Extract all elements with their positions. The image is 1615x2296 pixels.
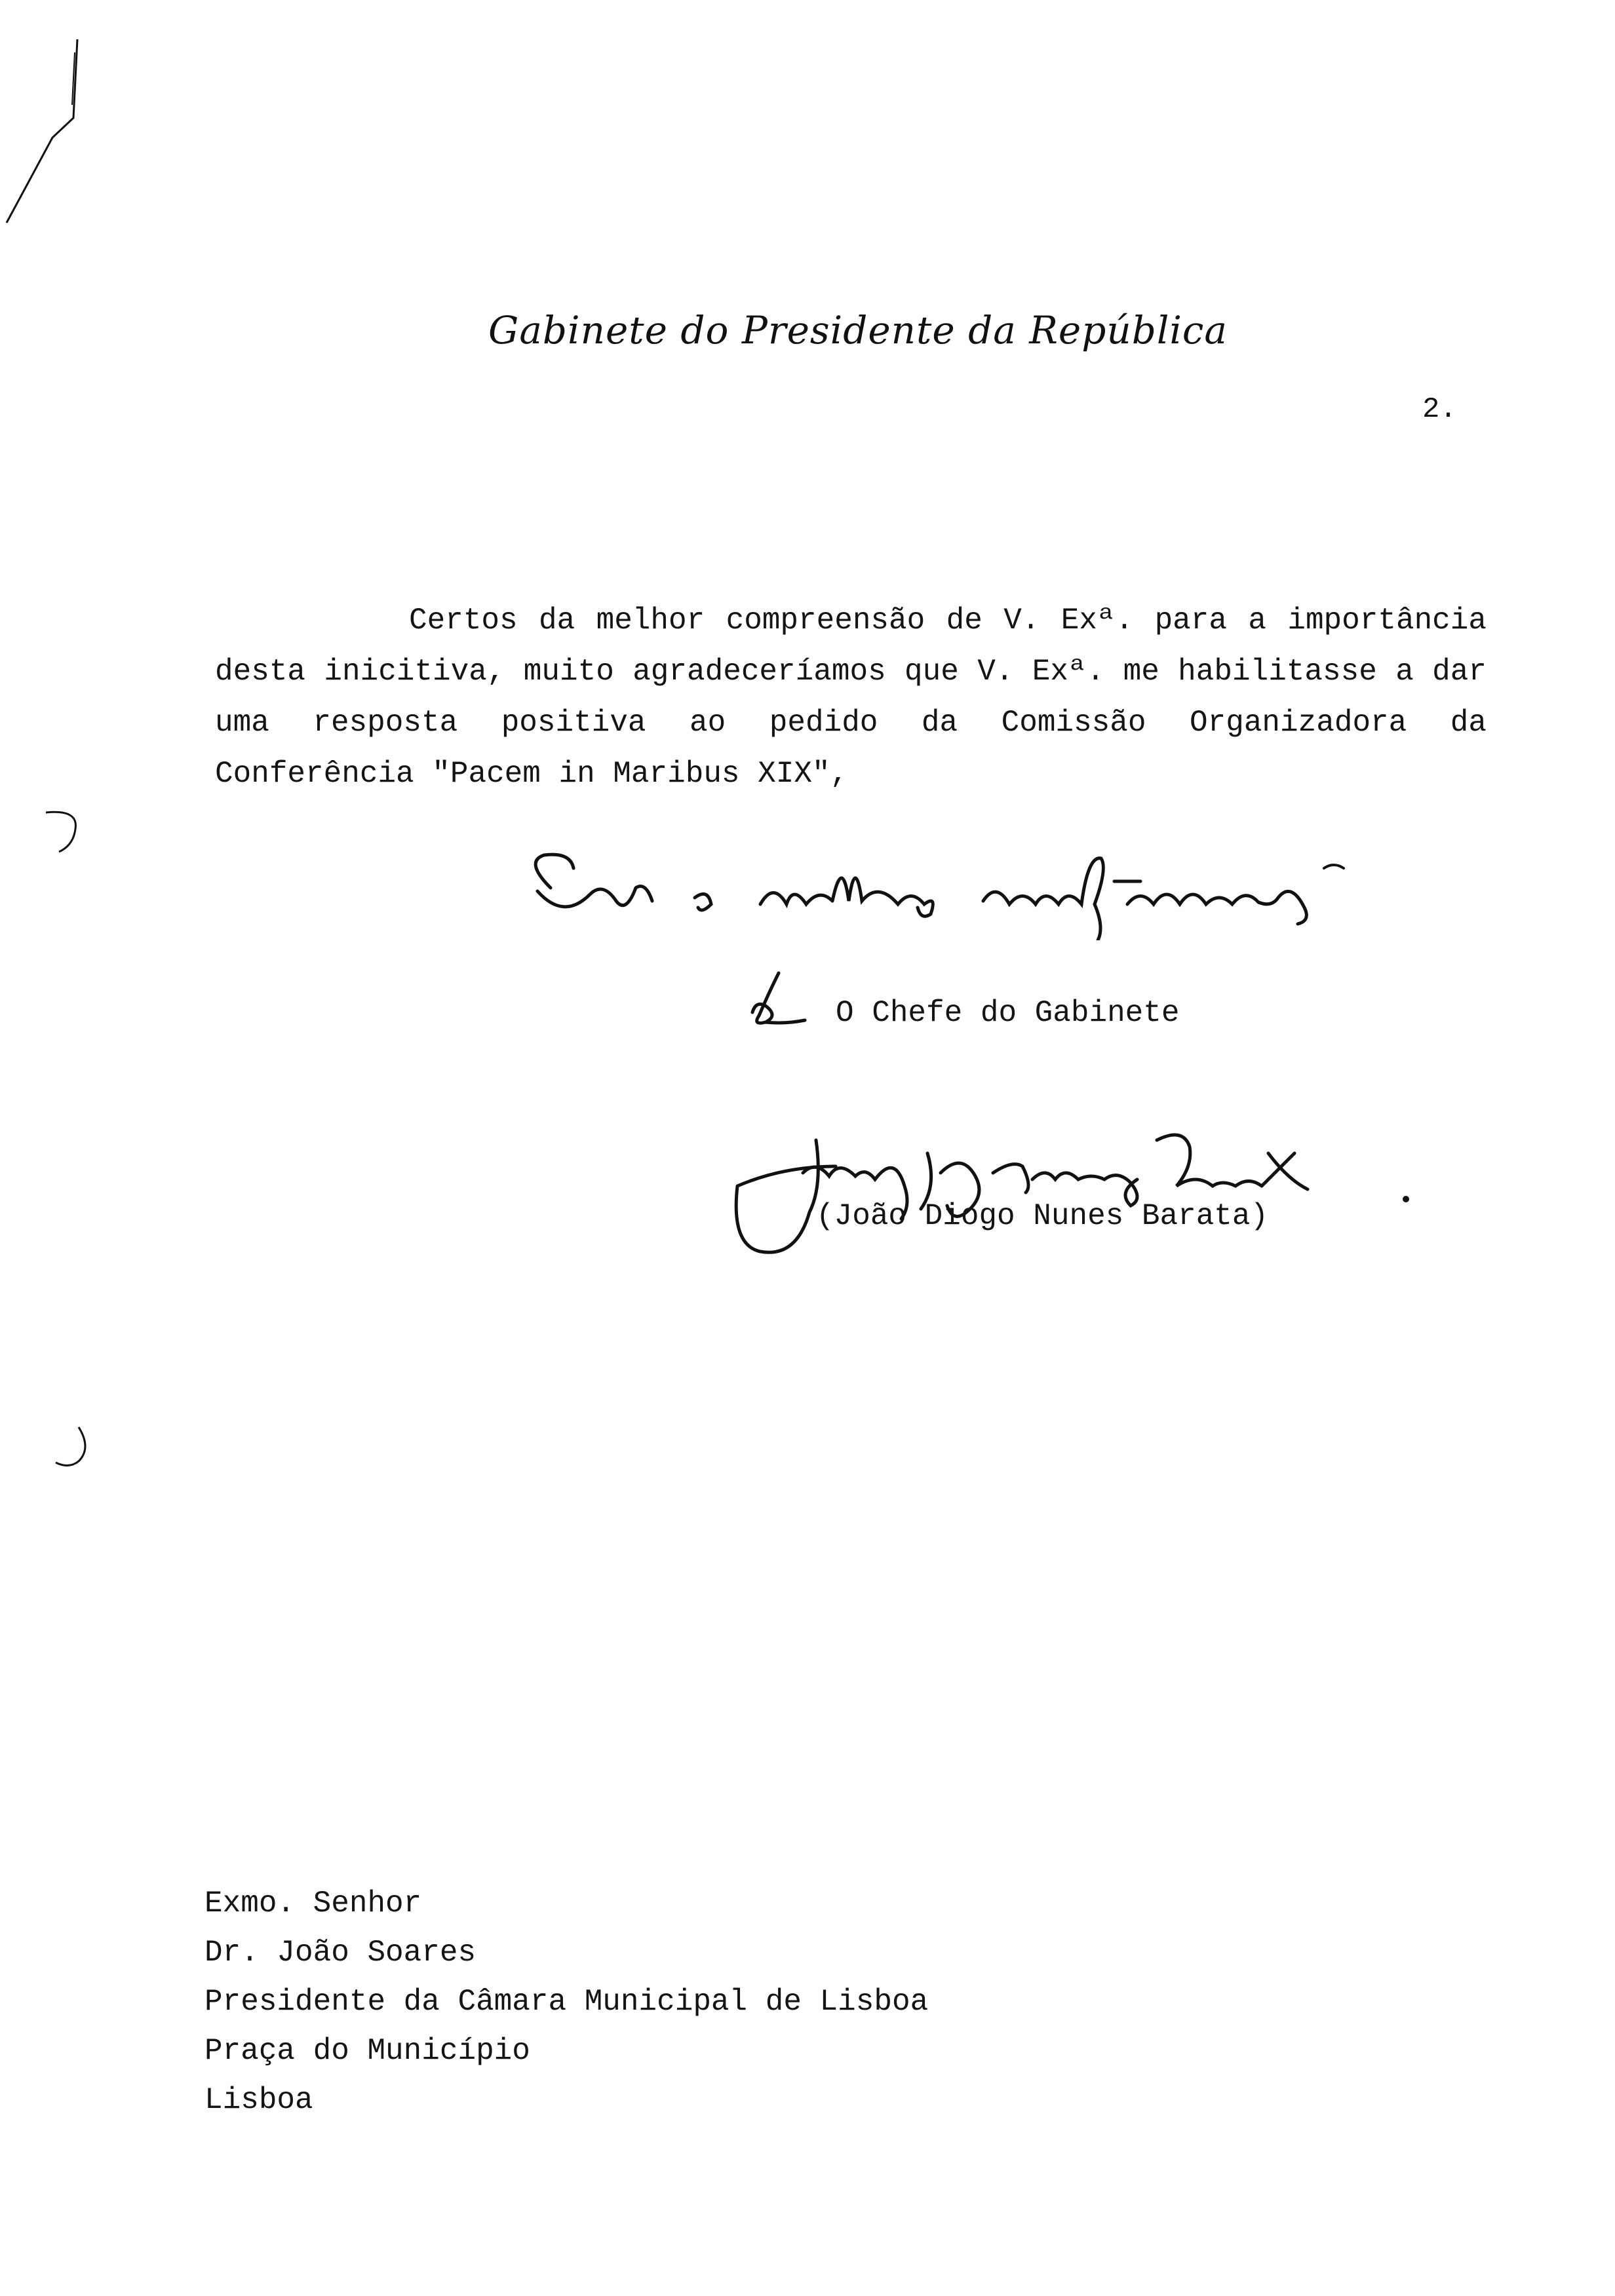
margin-stroke-mark [0, 26, 92, 236]
address-line: Dr. João Soares [204, 1936, 477, 1970]
address-line: Lisboa [204, 2083, 313, 2117]
address-line: Praça do Município [204, 2034, 530, 2068]
letterhead-title: Gabinete do Presidente da República [488, 308, 1228, 353]
margin-bracket-mark [39, 806, 92, 858]
margin-bracket-mark-2 [46, 1422, 98, 1474]
page-number: 2. [1422, 393, 1457, 426]
signature-mark [724, 1114, 1432, 1265]
address-line: Presidente da Câmara Municipal de Lisboa [204, 1985, 929, 2019]
handwritten-closing [511, 842, 1455, 940]
handwritten-initial-mark [739, 960, 811, 1032]
body-paragraph: Certos da melhor compreensão de V. Exª. para a importância desta inicitiva, muito agradeceríamos que V. Exª. me habilitasse a dar uma resposta positiva ao pedido da Comissão Organizadora da Conferência "Pacem in Maribus XIX", [215, 603, 1487, 791]
signatory-title: O Chefe do Gabinete [836, 996, 1180, 1030]
body-paragraph-block [215, 595, 1487, 799]
signatory-name: (João Diogo Nunes Barata) [816, 1199, 1269, 1233]
address-line: Exmo. Senhor [204, 1886, 422, 1921]
recipient-address [204, 1879, 928, 2125]
